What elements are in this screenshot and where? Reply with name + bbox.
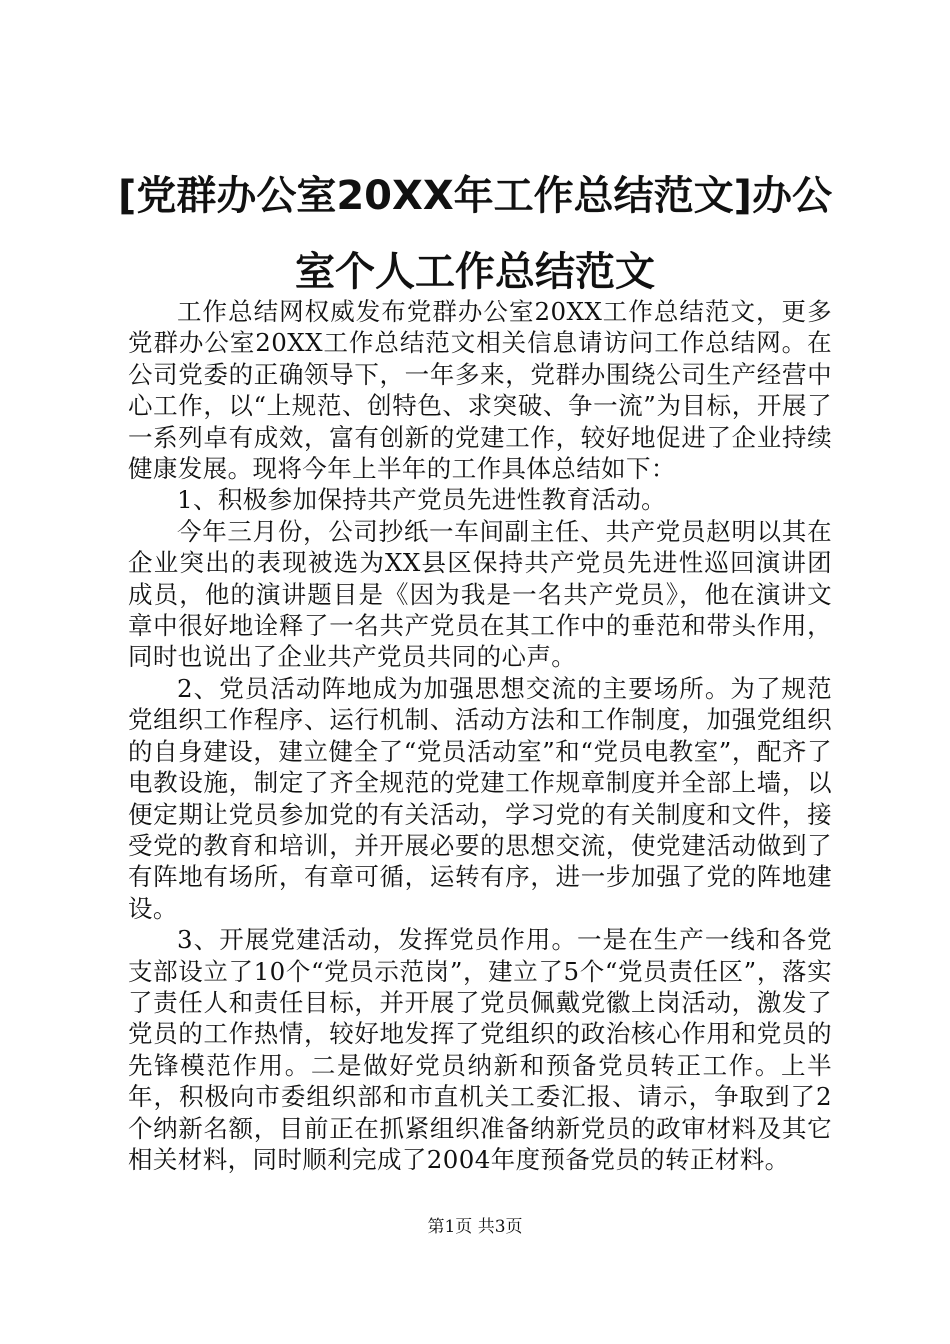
paragraph-item-1: 1、积极参加保持共产党员先进性教育活动。 (177, 485, 667, 515)
paragraph-item-2: 2、党员活动阵地成为加强思想交流的主要场所。为了规范党组织工作程序、运行机制、活动方法和工作制度，加强党组织的自身建设，建立健全了“党员活动室”和“党员电教室”，配齐了电教设施，制定了齐全规范的党建工作规章制度并全部上墙，以便定期让党员参加党的有关活动，学习党的有关制度和文件，接受党的教育和培训，并开展必要的思想交流，使党建活动做到了有阵地有场所，有章可循，运转有序，进一步加强了党的阵地建设。 (128, 673, 832, 923)
document-title: [党群办公室20XX年工作总结范文]办公室个人工作总结范文 (118, 173, 832, 295)
paragraph-item-3: 3、开展党建活动，发挥党员作用。一是在生产一线和各党支部设立了10个“党员示范岗”，建立了5个“党员责任区”，落实了责任人和责任目标，并开展了党员佩戴党徽上岗活动，激发了党员的工作热情，较好地发挥了党组织的政治核心作用和党员的先锋模范作用。二是做好党员纳新和预备党员转正工作。上半年，积极向市委组织部和市直机关工委汇报、请示，争取到了2个纳新名额，目前正在抓紧组织准备纳新党员的政审材料及其它相关材料，同时顺利完成了2004年度预备党员的转正材料。 (128, 925, 832, 1174)
paragraph-item-1-detail: 今年三月份，公司抄纸一车间副主任、共产党员赵明以其在企业突出的表现被选为XX县区保持共产党员先进性巡回演讲团成员，他的演讲题目是《因为我是一名共产党员》，他在演讲文章中很好地诠释了一名共产党员在其工作中的垂范和带头作用，同时也说出了企业共产党员共同的心声。 (128, 516, 832, 672)
paragraph-intro: 工作总结网权威发布党群办公室20XX工作总结范文，更多党群办公室20XX工作总结范文相关信息请访问工作总结网。在公司党委的正确领导下，一年多来，党群办围绕公司生产经营中心工作，以“上规范、创特色、求突破、争一流”为目标，开展了一系列卓有成效，富有创新的党建工作，较好地促进了企业持续健康发展。现将今年上半年的工作具体总结如下： (128, 297, 832, 484)
document-body (128, 296, 832, 1175)
page-number-footer: 第1页 共3页 (427, 1217, 523, 1237)
